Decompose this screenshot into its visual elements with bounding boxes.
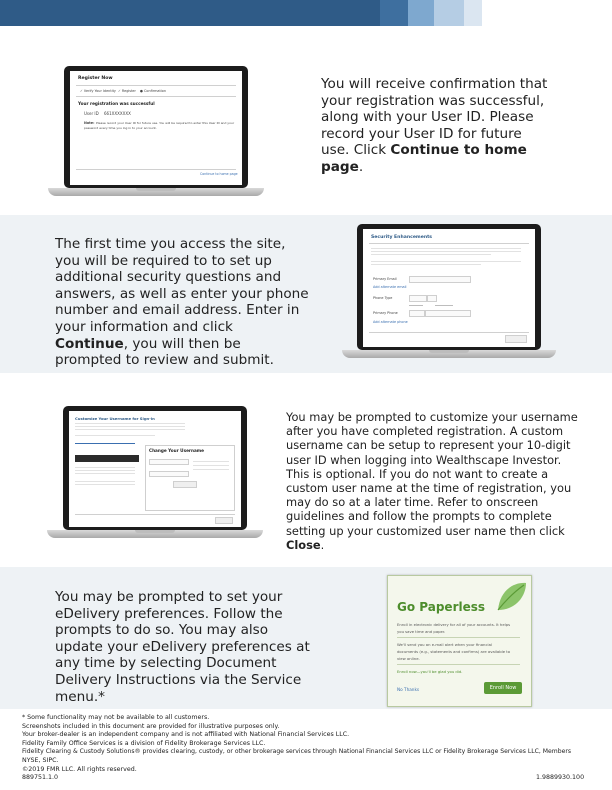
continue-to-home-link[interactable]: Continue to home page [200,172,238,176]
continue-bold: Continue [55,335,124,352]
laptop-confirmation-screenshot [48,66,264,202]
screen-username-panel [145,445,235,511]
footer-line: 889751.1.0 [22,774,59,782]
enroll-now-button[interactable]: Enroll Now [484,682,522,694]
screen-username-input[interactable] [149,471,189,477]
screen-phone-input[interactable] [409,310,425,317]
card-divider [397,664,520,665]
section3-paragraph: You may be prompted to customize your username after you have completed registration. A custom username can be setup to represent your 10-digit user ID when logging into Wealthscape Investor. This is optional. If you do not want to create a custom user name at the time of registration, you may do so at a later time. Refer to onscreen guidelines and follow the prompts to complete setting up your customized user name then click Close. [286,410,578,552]
screen-field-label: Primary Phone [373,311,398,315]
card-text: Enroll now—you'll be glad you did. [397,669,463,674]
screen-close-button[interactable] [215,517,233,524]
screen-note-text: Please record your User ID for future use. You will be required to enter this User ID and your [96,121,235,125]
screen-note-text: password every time you log in to your account. [84,126,157,130]
screen-username-bar [75,455,139,462]
card-text: We'll send you an e-mail alert when your financial [397,642,492,647]
screen-phone-type-select[interactable] [427,295,437,302]
footer-line: Screenshots included in this document are provided for illustrative purposes only. [22,722,280,730]
screen-field-label: Phone Type [373,296,393,300]
screen-phone-type-select[interactable] [409,295,427,302]
footer-line: ©2019 FMR LLC. All rights reserved. [22,765,137,773]
screen-note-label: Note: [84,121,95,125]
header-bar-segment [434,0,464,26]
screen-userid-value: 661XXXXXXX [104,111,131,116]
card-text: view online. [397,656,420,661]
header-bar-segment [380,0,408,26]
footer-line: Your broker-dealer is an independent company and is not affiliated with National Financial Services LLC. [22,731,350,739]
footer-line: * Some functionality may not be available to all customers. [22,714,210,721]
laptop-username-screenshot [47,406,263,542]
go-paperless-card [387,575,532,707]
no-thanks-link[interactable]: No Thanks [397,687,420,692]
footer-line: Fidelity Family Office Services is a division of Fidelity Brokerage Services LLC. [22,739,266,747]
card-text: you save time and paper. [397,629,446,634]
screen-save-button[interactable] [173,481,197,488]
footer-line: NYSE, SIPC. [22,757,59,764]
screen-continue-button[interactable] [505,335,527,343]
section2-paragraph: The first time you access the site, you will be required to to set up additional security questions and answers, as well as enter your phone number and email address. Enter in your information and click Continue, you will then be prompted to review and submit. [55,236,309,369]
screen-title: Security Enhancements [371,235,433,240]
screen-step: ● Confirmation [140,89,166,93]
screen-username-input[interactable] [149,459,189,465]
screen-panel-title: Change Your Username [149,448,204,453]
laptop-security-screenshot [342,224,556,362]
screen-email-input[interactable] [409,276,471,283]
header-bar-segment [408,0,434,26]
screen-field-label: Primary Email [373,277,397,281]
document-code: 1.9889930.100 [536,774,585,781]
header-bar-segment [0,0,380,26]
section4-paragraph: You may be prompted to set your eDelivery preferences. Follow the prompts to do so. You may also update your eDelivery preferences at any time by selecting Document Delivery Instructions via the Service menu.* [55,589,310,705]
screen-phone-input[interactable] [425,310,471,317]
screen-userid-label: User ID [84,111,99,116]
screen-step: ✓ Verify Your Identity [80,89,116,93]
continue-to-home-bold: Continue to home page [321,142,527,175]
screen-field-label[interactable]: Add alternate email [373,285,407,289]
leaf-icon [494,580,528,614]
card-text: Enroll in electronic delivery for all of your accounts. It helps [397,622,511,627]
card-text: documents (e.g., statements and confirms) are available to [397,649,511,654]
header-bar-segment [464,0,482,26]
footer-line: Fidelity Clearing & Custody Solutions® provides clearing, custody, or other brokerage services through National Financial Services LLC or Fidelity Brokerage Services LLC, Members [22,748,572,756]
card-divider [397,637,520,638]
go-paperless-title: Go Paperless [397,600,486,614]
screen-field-label[interactable]: Add alternate phone [373,320,408,324]
screen-title: Customize Your Username for Sign-in [75,416,155,421]
screen-heading: Your registration was successful [78,101,155,106]
screen-step: ✓ Register [118,89,136,93]
close-bold: Close [286,537,321,552]
section1-paragraph: You will receive confirmation that your registration was successful, along with your User ID. Please record your User ID for future use. Click Continue to home page. [321,76,548,175]
screen-title: Register Now [78,76,113,81]
header-color-bar [0,0,612,26]
